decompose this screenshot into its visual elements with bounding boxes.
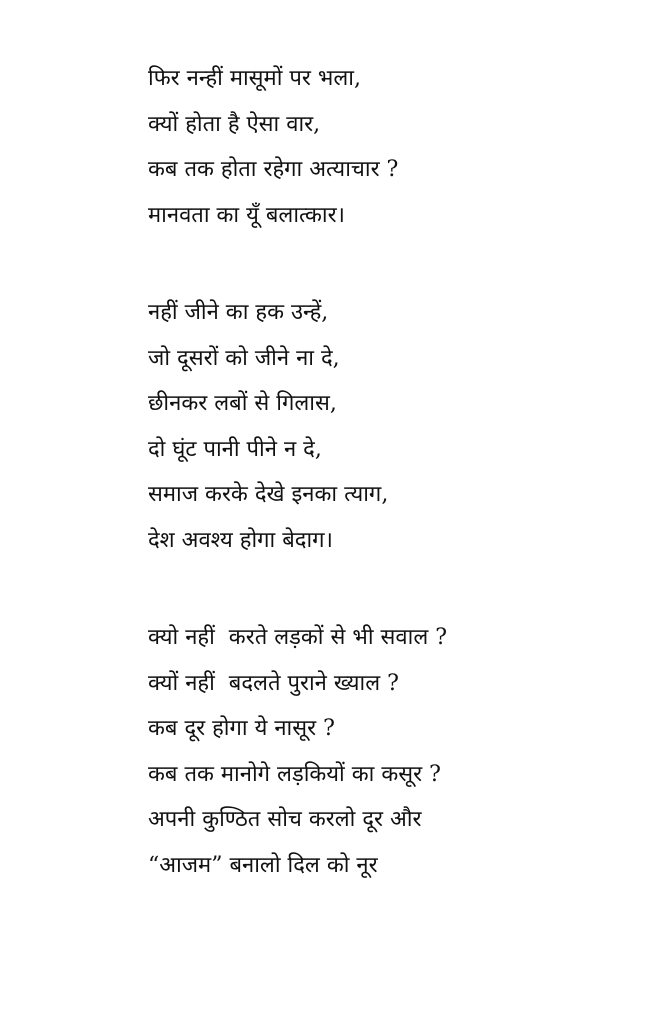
stanza-1 (148, 56, 648, 238)
poem (148, 56, 648, 940)
poem-line: क्यो नहीं करते लड़कों से भी सवाल ? (148, 625, 448, 650)
stanza-3 (148, 615, 648, 888)
poem-line: क्यों होता है ऐसा वार, (148, 111, 321, 137)
poem-line: मानवता का यूँ बलात्कार। (148, 202, 345, 228)
poem-line: नहीं जीने का हक उन्हें, (148, 300, 329, 325)
poem-line: “आजम” बनालो दिल को नूर (148, 852, 378, 878)
poem-line: समाज करके देखे इनका त्याग, (148, 482, 389, 507)
poem-line: क्यों नहीं बदलते पुराने ख्याल ? (148, 670, 399, 696)
poem-line: देश अवश्य होगा बेदाग। (148, 527, 333, 553)
poem-line: जो दूसरों को जीने ना दे, (148, 345, 340, 371)
stanza-2 (148, 290, 648, 563)
poem-line: कब तक मानोगे लड़कियों का कसूर ? (148, 761, 441, 787)
poem-line: कब दूर होगा ये नासूर ? (148, 716, 335, 741)
poem-line: फिर नन्हीं मासूमों पर भला, (148, 66, 361, 91)
poem-line: छीनकर लबों से गिलास, (148, 391, 337, 416)
poem-line: दो घूंट पानी पीने न दे, (148, 436, 322, 462)
poem-line: कब तक होता रहेगा अत्याचार ? (148, 157, 399, 182)
poem-line: अपनी कुण्ठित सोच करलो दूर और (148, 807, 422, 832)
